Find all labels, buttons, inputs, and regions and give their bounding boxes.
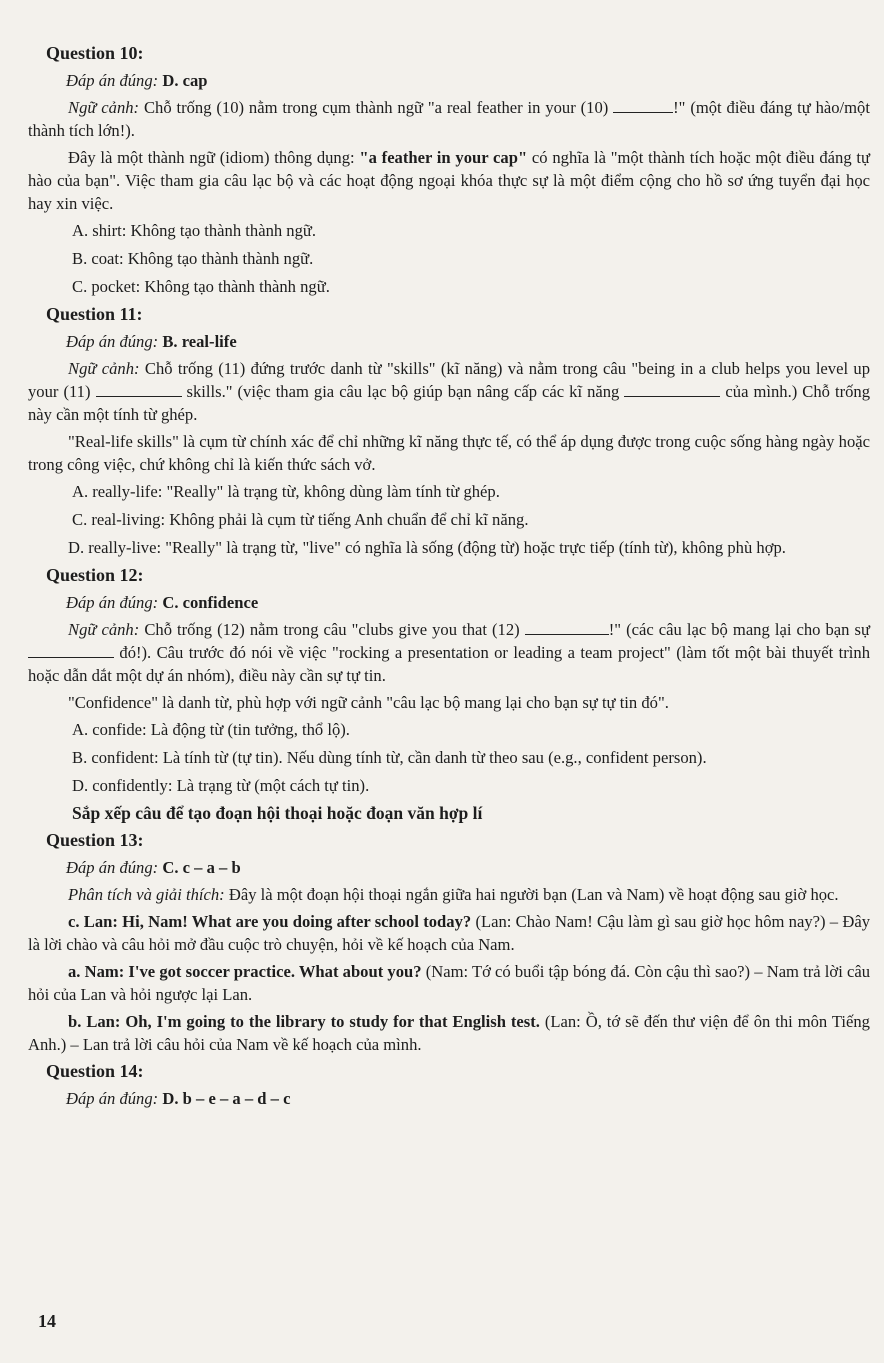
question-10-explanation [28, 146, 870, 215]
blank-line [96, 382, 182, 397]
question-11-context [28, 357, 870, 426]
explanation-text: Đây là một thành ngữ (idiom) thông dụng: [68, 148, 360, 167]
context-text-2: skills." (việc tham gia câu lạc bộ giúp bạn nâng cấp các kĩ năng [186, 382, 620, 401]
question-11-heading: Question 11: [46, 304, 143, 324]
question-10-answer [66, 69, 870, 92]
context-text-2: !" (các câu lạc bộ mang lại cho bạn sự [608, 620, 870, 639]
dialogue-bold: b. Lan: Oh, I'm going to the library to study for that English test. [68, 1012, 540, 1031]
context-text-2: (một điều đáng tự hào/một thành tích lớn!). [28, 98, 870, 140]
context-label: Ngữ cảnh: [68, 620, 140, 639]
question-10-heading: Question 10: [46, 43, 144, 63]
context-text: Chỗ trống (12) nằm trong câu "clubs give you that (12) [144, 620, 520, 639]
option-item: A. shirt: Không tạo thành thành ngữ. [72, 221, 317, 240]
option-item: B. confident: Là tính từ (tự tin). Nếu dùng tính từ, cần danh từ theo sau (e.g., confident person). [72, 748, 707, 767]
analysis-label: Phân tích và giải thích: [68, 885, 225, 904]
question-12-heading: Question 12: [46, 565, 144, 585]
question-12-explanation: "Confidence" là danh từ, phù hợp với ngữ cảnh "câu lạc bộ mang lại cho bạn sự tự tin đó". [68, 693, 669, 712]
blank-line [613, 98, 673, 113]
answer-value: D. b – e – a – d – c [162, 1089, 291, 1108]
option-item: D. confidently: Là trạng từ (một cách tự tin). [72, 776, 370, 795]
section-title: Sắp xếp câu để tạo đoạn hội thoại hoặc đoạn văn hợp lí [72, 803, 483, 823]
answer-label: Đáp án đúng: [66, 1089, 159, 1108]
answer-value: D. cap [162, 71, 208, 90]
page-number: 14 [38, 1311, 56, 1331]
answer-value: B. real-life [162, 332, 237, 351]
answer-value: C. c – a – b [162, 858, 241, 877]
option-item: A. really-life: "Really" là trạng từ, không dùng làm tính từ ghép. [72, 482, 500, 501]
option-item: A. confide: Là động từ (tin tưởng, thổ lộ). [72, 720, 350, 739]
dialogue-line [28, 1010, 870, 1056]
dialogue-bold: a. Nam: I've got soccer practice. What about you? [68, 962, 422, 981]
option-item: B. coat: Không tạo thành thành ngữ. [72, 249, 314, 268]
answer-label: Đáp án đúng: [66, 71, 159, 90]
analysis-text: Đây là một đoạn hội thoại ngắn giữa hai người bạn (Lan và Nam) về hoạt động sau giờ học. [228, 885, 839, 904]
blank-line [28, 643, 114, 658]
option-item: D. really-live: "Really" là trạng từ, "live" có nghĩa là sống (động từ) hoặc trực tiếp (tính từ), không phù hợp. [68, 538, 786, 557]
question-13-answer [66, 856, 870, 879]
question-11-answer [66, 330, 870, 353]
context-text-3: của mình.) Chỗ trống này cần một tính từ ghép. [28, 382, 870, 424]
question-13-heading: Question 13: [46, 830, 144, 850]
question-14-heading: Question 14: [46, 1061, 144, 1081]
dialogue-bold: c. Lan: Hi, Nam! What are you doing after school today? [68, 912, 472, 931]
dialogue-line [28, 960, 870, 1006]
answer-label: Đáp án đúng: [66, 332, 159, 351]
blank-line [525, 620, 609, 635]
question-12-answer [66, 591, 870, 614]
question-14-answer [66, 1087, 870, 1110]
answer-value: C. confidence [162, 593, 259, 612]
question-12-context [28, 618, 870, 687]
dialogue-rest: (Nam: Tớ có buổi tập bóng đá. Còn cậu thì sao?) – Nam trả lời câu hỏi của Lan và hỏi ngược lại Lan. [28, 962, 870, 1004]
option-item: C. pocket: Không tạo thành thành ngữ. [72, 277, 330, 296]
dialogue-rest: (Lan: Chào Nam! Cậu làm gì sau giờ học hôm nay?) – Đây là lời chào và câu hỏi mở đầu cuộc trò chuyện, hỏi về kế hoạch của Nam. [28, 912, 870, 954]
explanation-text-2: có nghĩa là "một thành tích hoặc một điều đáng tự hào của bạn". Việc tham gia câu lạc bộ và các hoạt động ngoại khóa thực sự là một điểm cộng cho hồ sơ ứng tuyển đại học hay xin việc. [28, 148, 870, 213]
answer-label: Đáp án đúng: [66, 593, 159, 612]
blank-line [624, 382, 720, 397]
context-label: Ngữ cảnh: [68, 98, 140, 117]
question-11-explanation: "Real-life skills" là cụm từ chính xác để chỉ những kĩ năng thực tế, có thể áp dụng được trong cuộc sống hàng ngày hoặc trong công việc, chứ không chỉ là kiến thức sách vở. [28, 432, 870, 474]
question-13-analysis [28, 883, 870, 906]
answer-label: Đáp án đúng: [66, 858, 159, 877]
context-text: Chỗ trống (11) đứng trước danh từ "skills" (kĩ năng) và nằm trong câu "being in a club helps you level up your (11) [28, 359, 870, 401]
idiom-text: "a feather in your cap" [359, 148, 528, 167]
dialogue-line [28, 910, 870, 956]
option-item: C. real-living: Không phải là cụm từ tiếng Anh chuẩn để chỉ kĩ năng. [72, 510, 529, 529]
context-label: Ngữ cảnh: [68, 359, 140, 378]
dialogue-rest: (Lan: Ồ, tớ sẽ đến thư viện để ôn thi môn Tiếng Anh.) – Lan trả lời câu hỏi của Nam về kế hoạch của mình. [28, 1012, 870, 1054]
context-end: !" [673, 98, 686, 117]
question-10-context [28, 96, 870, 142]
context-text: Chỗ trống (10) nằm trong cụm thành ngữ "a real feather in your (10) [143, 98, 609, 117]
context-text-3: đó!). Câu trước đó nói về việc "rocking a presentation or leading a team project" (làm tốt một bài thuyết trình hoặc dẫn dắt một dự án nhóm), điều này cần sự tự tin. [28, 643, 871, 685]
